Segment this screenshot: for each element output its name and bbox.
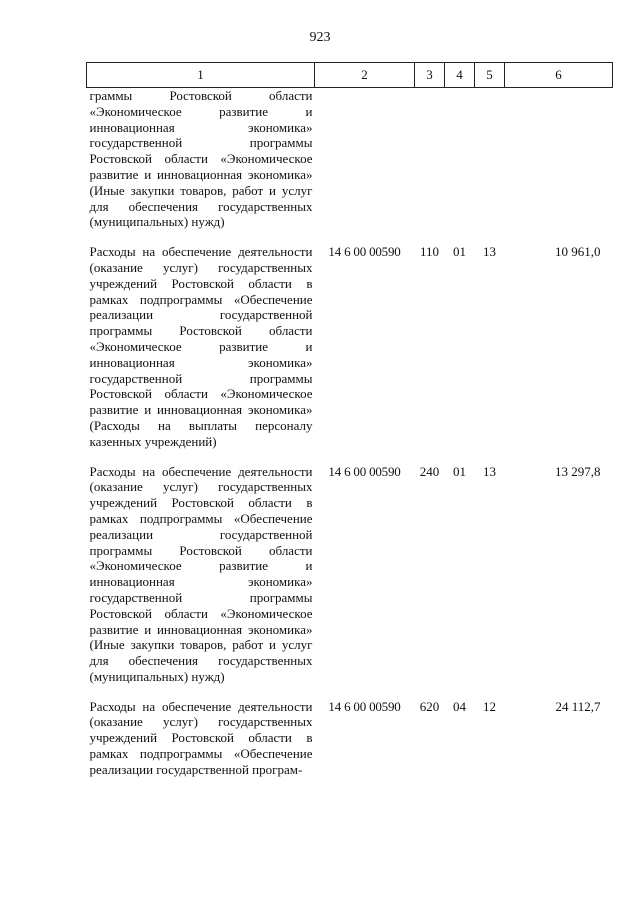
row-description: граммы Ростовской области «Экономическое развитие и инновационная экономика» государственной программы Ростовской области «Экономическое развитие и инновационная экономика» (Иные закупки товаров, работ и услуг для обеспечения государственных (муниципальных) нужд) [89,88,313,230]
column-header-section: 4 [445,63,475,88]
row-subsection: 12 [483,698,496,714]
row-section: 01 [453,244,466,260]
row-target-article [315,88,415,245]
table-row [87,699,613,792]
row-section: 04 [453,698,466,714]
row-target-article: 14 6 00 00590 [328,244,401,260]
row-section: 01 [453,463,466,479]
row-amount: 13 297,8 [555,463,601,479]
row-description: Расходы на обеспечение деятельности (оказание услуг) государственных учреждений Ростовской области в рамках подпрограммы «Обеспечение реализации государственной программы Ростовской области «Экономическое развитие и инновационная экономика» государственной программы Ростовской области «Экономическое развитие и инновационная экономика» (Иные закупки товаров, работ и услуг для обеспечения государственных (муниципальных) нужд) [89,463,313,684]
table-row [87,88,613,245]
column-header-target-article: 2 [315,63,415,88]
column-header-subsection: 5 [475,63,505,88]
row-description: Расходы на обеспечение деятельности (оказание услуг) государственных учреждений Ростовской области в рамках подпрограммы «Обеспечение реализации государственной программы Ростовской области «Экономическое развитие и инновационная экономика» государственной программы Ростовской области «Экономическое развитие и инновационная экономика» (Расходы на выплаты персоналу казенных учреждений) [89,244,313,449]
row-expense-type: 620 [419,698,440,714]
row-expense-type: 240 [419,463,440,479]
table-row [87,464,613,699]
row-amount: 24 112,7 [555,698,601,714]
row-subsection: 13 [483,463,496,479]
column-header-expense-type: 3 [415,63,445,88]
table-header-row [87,63,613,88]
column-header-name: 1 [87,63,315,88]
table-row [87,244,613,463]
row-subsection [475,88,505,245]
budget-table [86,62,613,792]
row-target-article: 14 6 00 00590 [328,698,401,714]
page-number: 923 [309,30,331,45]
row-amount: 10 961,0 [555,244,601,260]
row-expense-type [415,88,445,245]
row-amount [505,88,613,245]
column-header-amount: 6 [505,63,613,88]
row-subsection: 13 [483,244,496,260]
row-expense-type: 110 [419,244,440,260]
row-description: Расходы на обеспечение деятельности (оказание услуг) государственных учреждений Ростовской области в рамках подпрограммы «Обеспечение реализации государственной програм- [89,698,313,777]
row-section [445,88,475,245]
row-target-article: 14 6 00 00590 [328,463,401,479]
